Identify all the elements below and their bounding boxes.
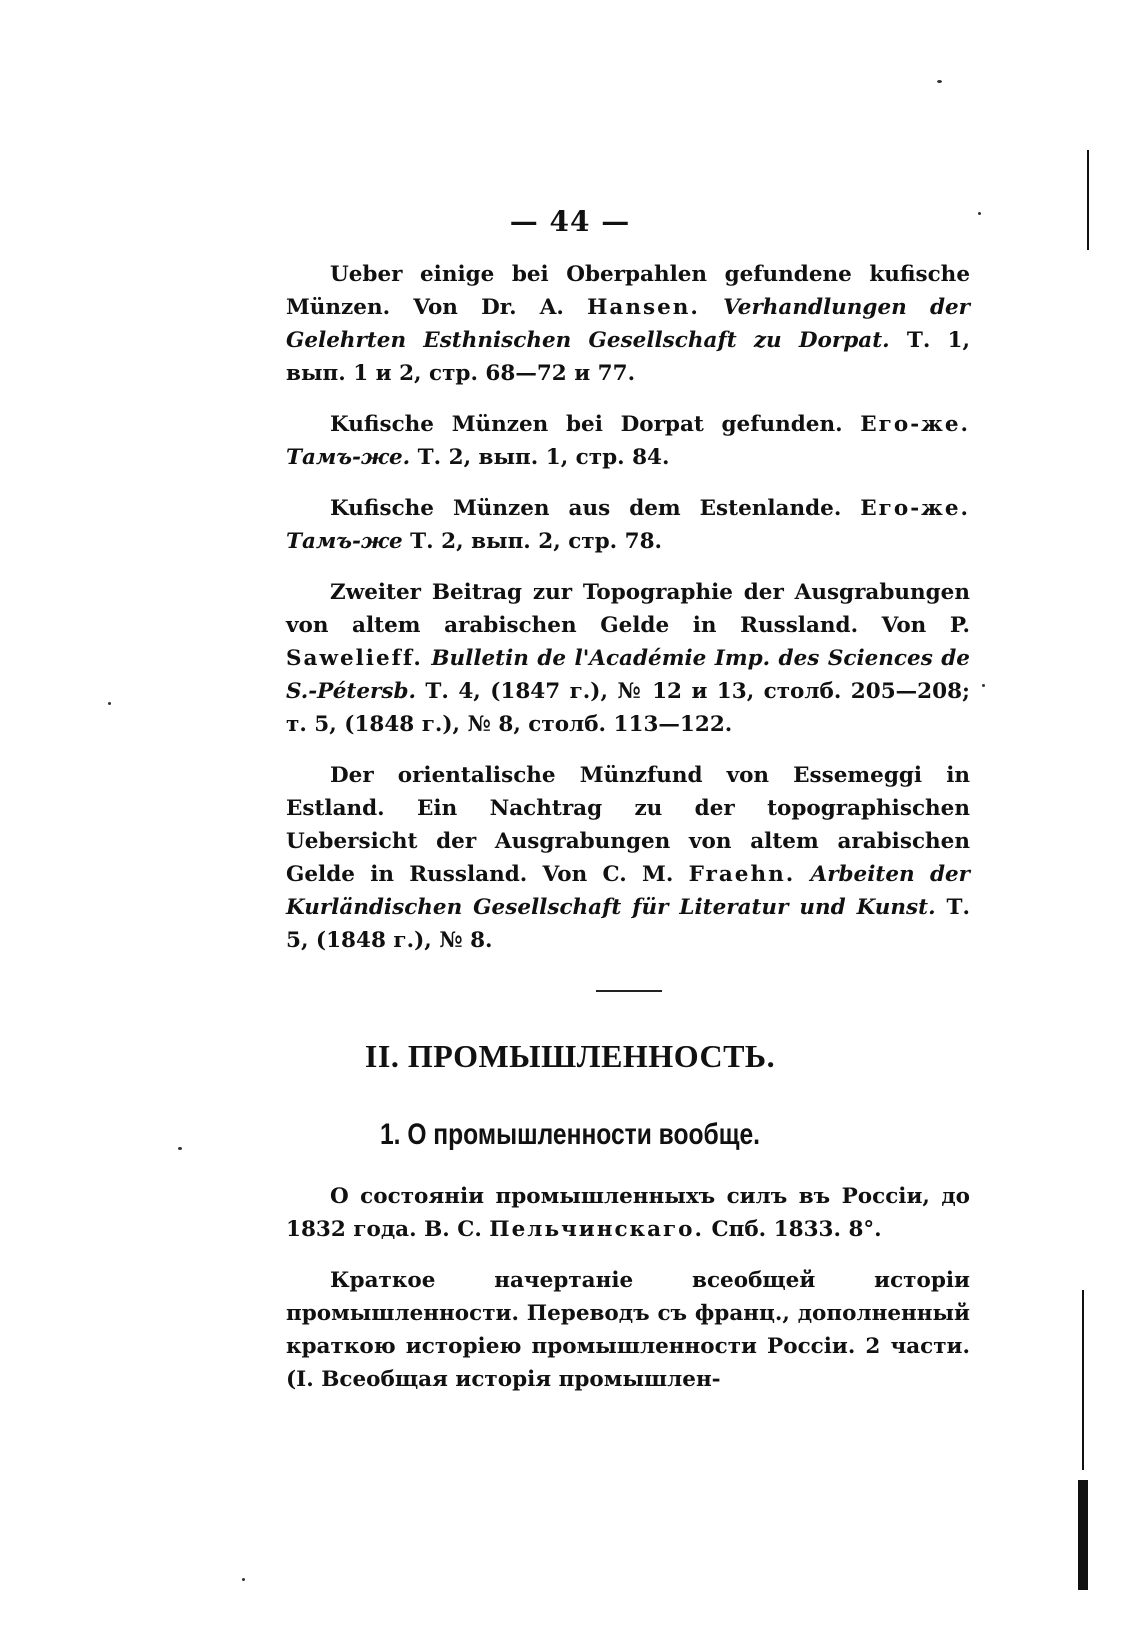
scan-speck	[242, 1578, 245, 1581]
bibliography-entry: Kufische Münzen bei Dorpat gefunden. Его-же. Тамъ-же. Т. 2, вып. 1, стр. 84.	[286, 412, 970, 470]
entry-author: Sawelieff.	[286, 646, 423, 671]
bibliography-entry: О состояніи промышленныхъ силъ въ Россіи, до 1832 года. В. С. Пельчинскаго. Спб. 1833. 8°.	[286, 1184, 970, 1242]
bibliography-entry: Zweiter Beitrag zur Topographie der Ausgrabungen von altem arabischen Gelde in Russland. Von P. Sawelieff. Bulletin de l'Académie Imp. des Sciences de S.-Pétersb. Т. 4, (1847 г.), № 12 и 13, столб. 205—208; т. 5, (1848 г.), № 8, столб. 113—122.	[286, 580, 970, 737]
bibliography-list	[286, 258, 970, 975]
bibliography-entry: Der orientalische Münzfund von Essemeggi in Estland. Ein Nachtrag zu der topographischen Uebersicht der Ausgrabungen von altem arabischen Gelde in Russland. Von C. M. Fraehn. Arbeiten der Kurländischen Gesellschaft für Literatur und Kunst. Т. 5, (1848 г.), № 8.	[286, 763, 970, 953]
bibliography-entry: Kufische Münzen aus dem Estenlande. Его-же. Тамъ-же Т. 2, вып. 2, стр. 78.	[286, 496, 970, 554]
bibliography-entry: Краткое начертаніе всеобщей исторіи промышленности. Переводъ съ франц., дополненный краткою исторіею промышленности Россіи. 2 части. (I. Всеобщая исторія промышлен-	[286, 1268, 970, 1392]
entry-source: Arbeiten der Kurländischen Gesellschaft für Literatur und Kunst.	[286, 862, 970, 920]
entry-source: Bulletin de l'Académie Imp. des Sciences de S.-Pétersb.	[286, 646, 970, 704]
scan-edge-shadow	[1087, 150, 1089, 250]
section-divider	[596, 990, 662, 992]
section-title: II. ПРОМЫШЛЕННОСТЬ.	[364, 1038, 776, 1074]
scan-speck	[978, 212, 981, 215]
entry-author: Пельчинскаго.	[489, 1217, 704, 1242]
subsection-title: 1. О промышленности вообще.	[379, 1118, 761, 1151]
scan-edge-shadow	[1082, 1290, 1084, 1470]
page-number: — 44 —	[509, 205, 631, 238]
scan-speck	[178, 1147, 182, 1150]
entry-author: Fraehn.	[688, 862, 796, 887]
scan-speck	[982, 684, 985, 687]
scan-edge-shadow	[1078, 1480, 1088, 1590]
entry-author: Его-же.	[860, 412, 970, 437]
entry-source: Тамъ-же.	[286, 445, 411, 470]
entry-author: Hansen.	[587, 295, 700, 320]
entry-source: Verhandlungen der Gelehrten Esthnischen Gesellschaft zu Dorpat.	[286, 295, 970, 353]
entry-author: Его-же.	[860, 496, 970, 521]
bibliography-list-industry	[286, 1180, 970, 1414]
entry-source: Тамъ-же	[286, 529, 403, 554]
scan-speck	[937, 80, 942, 83]
bibliography-entry: Ueber einige bei Oberpahlen gefundene kufische Münzen. Von Dr. A. Hansen. Verhandlungen der Gelehrten Esthnischen Gesellschaft zu Dorpat. Т. 1, вып. 1 и 2, стр. 68—72 и 77.	[286, 262, 970, 386]
scan-speck	[108, 702, 111, 705]
